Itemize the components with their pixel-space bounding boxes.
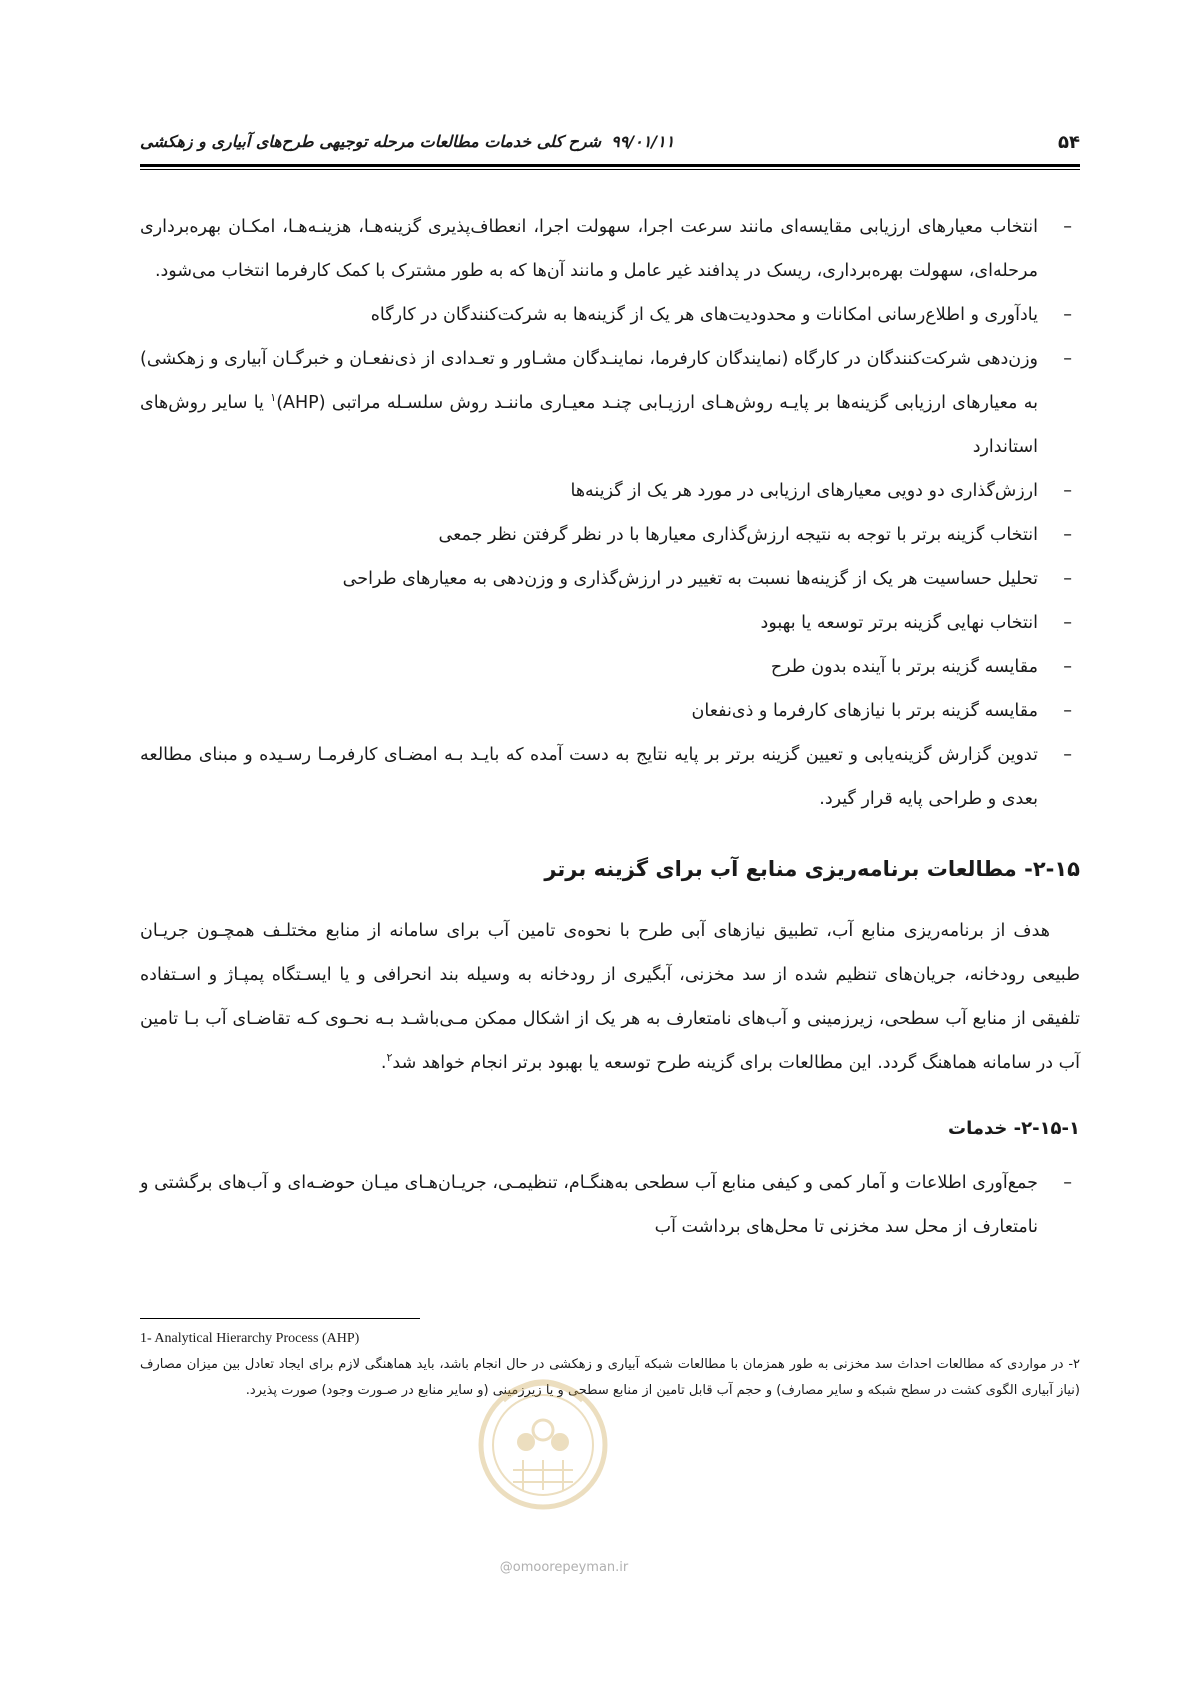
list-item: – وزن‌دهی شرکت‌کنندگان در کارگاه (نمایندگان کارفرما، نماینـدگان مشـاور و تعـدادی از ذی‌نفعـان و خبرگـان آبیاری و زهکشی) به معیارهای ارزیابی گزینه‌ها بر پایـه روش‌هـای ارزیـابی چنـد معیـاری ماننـد روش سلسـله مراتبی (AHP)$^۱$ یا سایر روش‌های استاندارد	[140, 337, 1080, 469]
dash-bullet-icon: –	[1063, 349, 1072, 369]
list-item: – یادآوری و اطلاع‌رسانی امکانات و محدودیت‌های هر یک از گزینه‌ها به شرکت‌کنندگان در کارگاه	[140, 293, 1080, 337]
dash-bullet-icon: –	[1063, 701, 1072, 721]
subsection-heading: ۲-۱۵-۱- خدمات	[948, 1118, 1080, 1139]
footnote-2: ۲- در مواردی که مطالعات احداث سد مخزنی به طور همزمان با مطالعات شبکه آبیاری و زهکشی در حال انجام باشد، باید هماهنگی لازم برای ایجاد تعادل بین میزان مصارف (نیاز آبیاری الگوی کشت در سطح شبکه و سایر مصارف) و حجم آب قابل تامین از منابع سطحی و یا زیرزمینی (و سایر منابع در صـورت وجود) صورت پذیرد.	[140, 1357, 1080, 1398]
dash-bullet-icon: –	[1063, 1173, 1072, 1193]
section-heading: ۲-۱۵- مطالعات برنامه‌ریزی منابع آب برای گزینه برتر	[544, 857, 1080, 881]
header-date: ۹۹/۰۱/۱۱	[611, 132, 675, 151]
list-item: – مقایسه گزینه برتر با نیازهای کارفرما و ذی‌نفعان	[140, 689, 1080, 733]
footnote-1: 1- Analytical Hierarchy Process (AHP)	[140, 1331, 360, 1346]
footnote-ref: ۱	[270, 391, 277, 405]
list-item: – تدوین گزارش گزینه‌یابی و تعیین گزینه برتر بر پایه نتایج به دست آمده که بایـد بـه امضـای کارفرمـا رسـیده و مبنای مطالعه بعدی و طراحی پایه قرار گیرد.	[140, 733, 1080, 821]
watermark-url: @omoorepeyman.ir	[499, 1560, 629, 1575]
main-content	[140, 205, 1080, 1249]
running-title	[140, 132, 674, 151]
list-item: – انتخاب معیارهای ارزیابی مقایسه‌ای مانند سرعت اجرا، سهولت اجرا، انعطاف‌پذیری گزینه‌هـا، هزینـه‌هـا، امکـان بهره‌برداری مرحله‌ای، سهولت بهره‌برداری، ریسک در پدافند غیر عامل و مانند آن‌ها که به طور مشترک با کمک کارفرما انتخاب می‌شود.	[140, 205, 1080, 293]
dash-bullet-icon: –	[1063, 525, 1072, 545]
dash-bullet-icon: –	[1063, 657, 1072, 677]
footnote-ref: ۲	[386, 1051, 393, 1065]
header-rule-thin	[140, 169, 1080, 170]
list-item: – انتخاب گزینه برتر با توجه به نتیجه ارزش‌گذاری معیارها با در نظر گرفتن نظر جمعی	[140, 513, 1080, 557]
options-list	[140, 205, 1080, 821]
page-header	[140, 128, 1080, 158]
list-item: – تحلیل حساسیت هر یک از گزینه‌ها نسبت به تغییر در ارزش‌گذاری و وزن‌دهی به معیارهای طراحی	[140, 557, 1080, 601]
dash-bullet-icon: –	[1063, 481, 1072, 501]
services-list	[140, 1161, 1080, 1249]
list-item: – مقایسه گزینه برتر با آینده بدون طرح	[140, 645, 1080, 689]
footnote-separator	[140, 1318, 420, 1319]
header-title: شرح کلی خدمات مطالعات مرحله توجیهی طرح‌های آبیاری و زهکشی	[140, 132, 602, 151]
header-rule-thick	[140, 164, 1080, 167]
dash-bullet-icon: –	[1063, 305, 1072, 325]
dash-bullet-icon: –	[1063, 613, 1072, 633]
page-number: ۵۴	[1058, 132, 1080, 153]
dash-bullet-icon: –	[1063, 217, 1072, 237]
list-item: – ارزش‌گذاری دو دویی معیارهای ارزیابی در مورد هر یک از گزینه‌ها	[140, 469, 1080, 513]
list-item: – جمع‌آوری اطلاعات و آمار کمی و کیفی منابع آب سطحی به‌هنگـام، تنظیمـی، جریـان‌هـای میـان حوضـه‌ای و آب‌های برگشتی و نامتعارف از محل سد مخزنی تا محل‌های برداشت آب	[140, 1161, 1080, 1249]
list-item: – انتخاب نهایی گزینه برتر توسعه یا بهبود	[140, 601, 1080, 645]
omoore-peyman-seal-icon	[468, 1360, 618, 1520]
dash-bullet-icon: –	[1063, 745, 1072, 765]
dash-bullet-icon: –	[1063, 569, 1072, 589]
section-paragraph: هدف از برنامه‌ریزی منابع آب، تطبیق نیازهای آبی طرح با نحوه‌ی تامین آب برای سامانه از منابع مختلـف همچـون جریـان طبیعی رودخانه، جریان‌های تنظیم شده از سد مخزنی، آبگیری از رودخانه به وسیله بند انحرافی و یا ایسـتگاه پمپـاژ و اسـتفاده تلفیقی از منابع آب سطحی، زیرزمینی و آب‌های نامتعارف به هر یک از اشکال ممکن مـی‌باشـد بـه نحـوی کـه تقاضـای آب بـا تامین آب در سامانه هماهنگ گردد. این مطالعات برای گزینه طرح توسعه یا بهبود برتر انجام خواهد شد$^۲$.	[140, 921, 1080, 1073]
